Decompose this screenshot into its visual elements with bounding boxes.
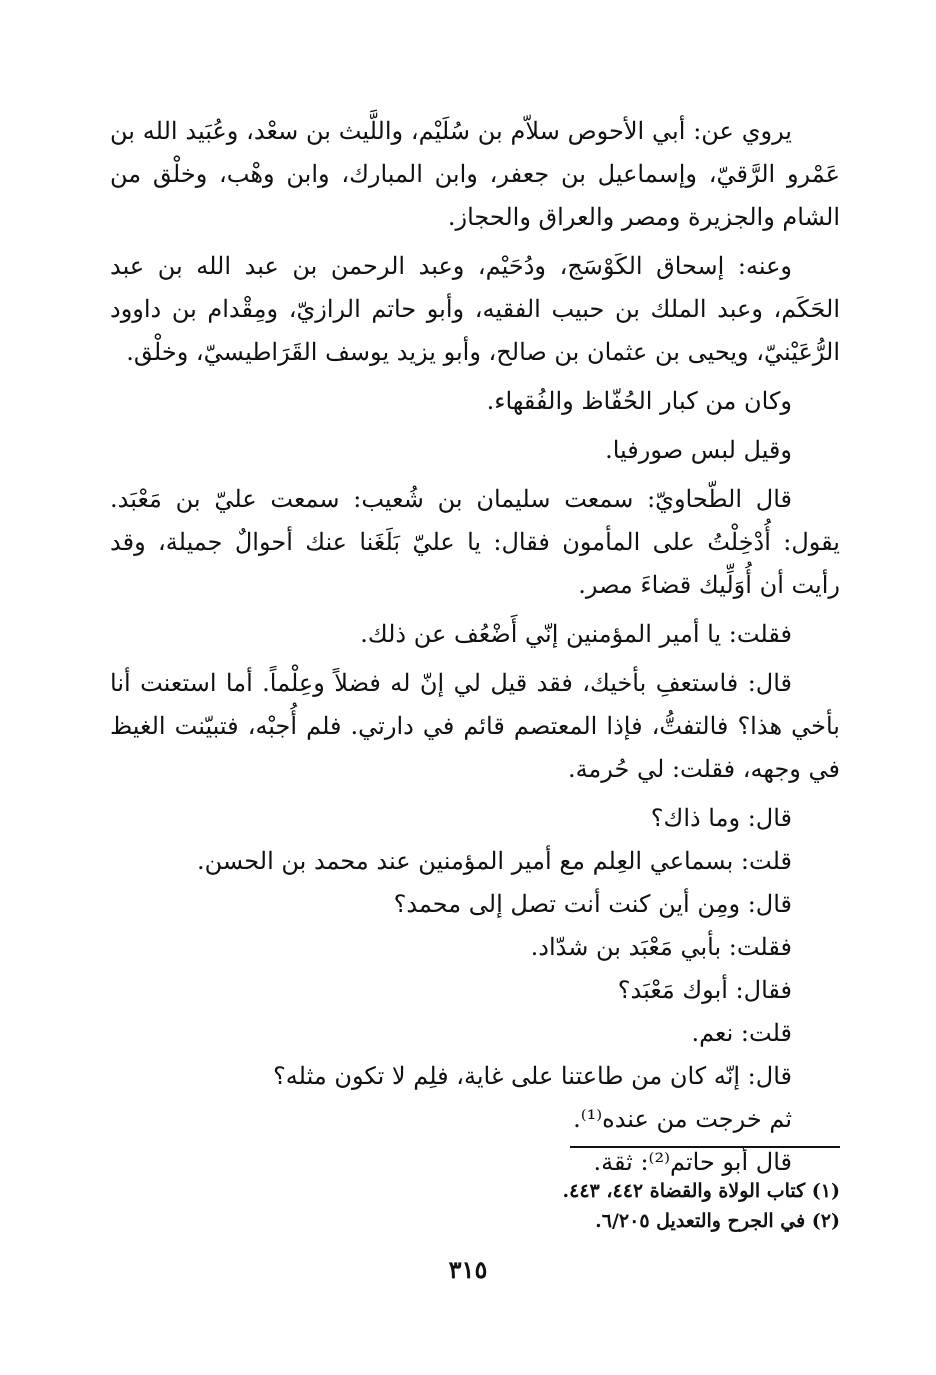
dialog-line: قال: ومِن أين كنت أنت تصل إلى محمد؟ [393, 890, 792, 918]
paragraph-reply: فقلت: يا أمير المؤمنين إنّي أَضْعُف عن ذلك. [360, 620, 792, 648]
paragraph-note: وقيل لبس صورفيا. [605, 436, 792, 464]
paragraph-tahawi-report: قال الطّحاويّ: سمعت سليمان بن شُعيب: سمعت عليّ بن مَعْبَد. يقول: أُدْخِلْتُ على المأمون فقال: يا عليّ بَلَغَنا عنك أحوالٌ جميلة، وقد رأيت أن أُوَلِّيك قضاءَ مصر. [110, 485, 840, 599]
page-number: ٣١٥ [448, 1255, 488, 1284]
footnote-1: (١) كتاب الولاة والقضاة ٤٤٢، ٤٤٣. [562, 1180, 840, 1202]
paragraph-narrators-from: يروي عن: أبي الأحوص سلاّم بن سُلَيْم، واللَّيث بن سعْد، وعُبَيد الله بن عَمْرو الرَّقيّ، وإسماعيل بن جعفر، وابن المبارك، وابن وهْب، وخلْق من الشام والجزيرة ومصر والعراق والحجاز. [110, 117, 840, 231]
dialog-line: فقلت: بأبي مَعْبَد بن شدّاد. [530, 933, 792, 961]
dialog-line: قلت: بسماعي العِلم مع أمير المؤمنين عند محمد بن الحسن. [196, 847, 792, 875]
dialog-line: ثم خرجت من عنده⁽¹⁾. [573, 1105, 792, 1133]
footnotes [110, 1176, 840, 1236]
paragraph-status: وكان من كبار الحُفّاظ والفُقهاء. [486, 387, 792, 415]
footnote-2: (٢) في الجرح والتعديل ٦/٢٠٥. [595, 1210, 840, 1232]
dialog-line: قلت: نعم. [691, 1019, 792, 1047]
paragraph-narrators-to: وعنه: إسحاق الكَوْسَج، ودُحَيْم، وعبد الرحمن بن عبد الله بن عبد الحَكَم، وعبد الملك بن حبيب الفقيه، وأبو حاتم الرازيّ، ومِقْدام بن داوود الرُّعَيْنيّ، ويحيى بن عثمان بن صالح، وأبو يزيد يوسف القَرَاطيسيّ، وخلْق. [110, 252, 841, 366]
paragraph-mamun-response: قال: فاستعفِ بأخيك، فقد قيل لي إنّ له فضلاً وعِلْماً. أما استعنت أنا بأخي هذا؟ فالتفتُّ، فإذا المعتصم قائم في دارتي. فلم أُجبْه، فتبيّنت الغيظ في وجهه، فقلت: لي حُرمة. [110, 669, 840, 783]
dialog-line: قال: وما ذاك؟ [650, 804, 792, 832]
dialog-line: قال أبو حاتم⁽²⁾: ثقة. [593, 1148, 792, 1176]
dialog-line: فقال: أبوك مَعْبَد؟ [617, 976, 792, 1004]
dialog-line: قال: إنّه كان من طاعتنا على غاية، فلِم لا تكون مثله؟ [273, 1062, 792, 1090]
footnote-divider [570, 1146, 840, 1148]
page-body [110, 110, 840, 1310]
